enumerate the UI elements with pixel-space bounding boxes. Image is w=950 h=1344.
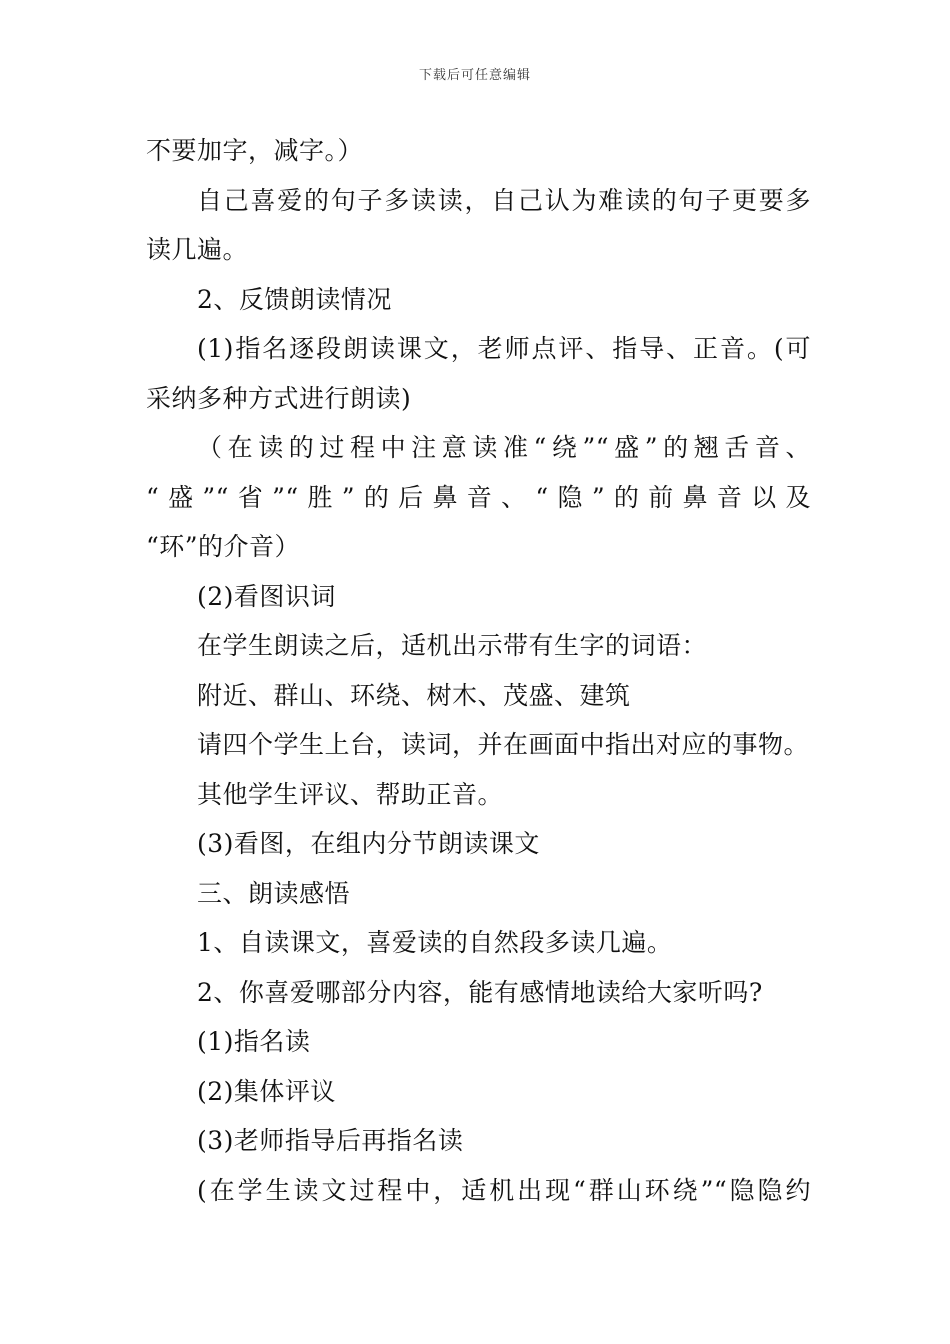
text-line: 读几遍。 bbox=[146, 235, 249, 264]
text-line: (2)集体评议 bbox=[197, 1076, 336, 1106]
text-line: （在读的过程中注意读准“绕”“盛”的翘舌音、 bbox=[197, 433, 811, 462]
text-line: 不要加字，减字。） bbox=[146, 136, 364, 165]
text-line: 其他学生评议、帮助正音。 bbox=[197, 779, 504, 809]
text-line: (在学生读文过程中，适机出现“群山环绕”“隐隐约 bbox=[197, 1175, 811, 1205]
text-line: 请四个学生上台，读词，并在画面中指出对应的事物。 bbox=[197, 730, 810, 759]
text-line: (3)看图，在组内分节朗读课文 bbox=[197, 829, 540, 858]
text-line: 自己喜爱的句子多读读，自己认为难读的句子更要多 bbox=[197, 185, 811, 215]
text-line: (2)看图识词 bbox=[197, 581, 336, 611]
text-line: (1)指名读 bbox=[197, 1027, 311, 1056]
text-line: “盛”“省”“胜”的后鼻音、“隐”的前鼻音以及 bbox=[146, 482, 811, 512]
text-line: 1、自读课文，喜爱读的自然段多读几遍。 bbox=[197, 928, 673, 957]
section-heading: 三、朗读感悟 bbox=[197, 878, 351, 908]
text-line: 采纳多种方式进行朗读) bbox=[146, 383, 412, 413]
text-line: (1)指名逐段朗读课文，老师点评、指导、正音。(可 bbox=[197, 334, 811, 363]
text-line: “环”的介音） bbox=[146, 532, 301, 561]
text-line: 在学生朗读之后，适机出示带有生字的词语： bbox=[197, 631, 708, 660]
text-line: (3)老师指导后再指名读 bbox=[197, 1126, 464, 1155]
document-body bbox=[146, 126, 811, 1215]
page-header-note: 下载后可任意编辑 bbox=[418, 68, 531, 83]
text-line: 2、反馈朗读情况 bbox=[197, 284, 392, 314]
text-line: 附近、群山、环绕、树木、茂盛、建筑 bbox=[197, 680, 631, 710]
text-line: 2、你喜爱哪部分内容，能有感情地读给大家听吗? bbox=[197, 977, 763, 1007]
